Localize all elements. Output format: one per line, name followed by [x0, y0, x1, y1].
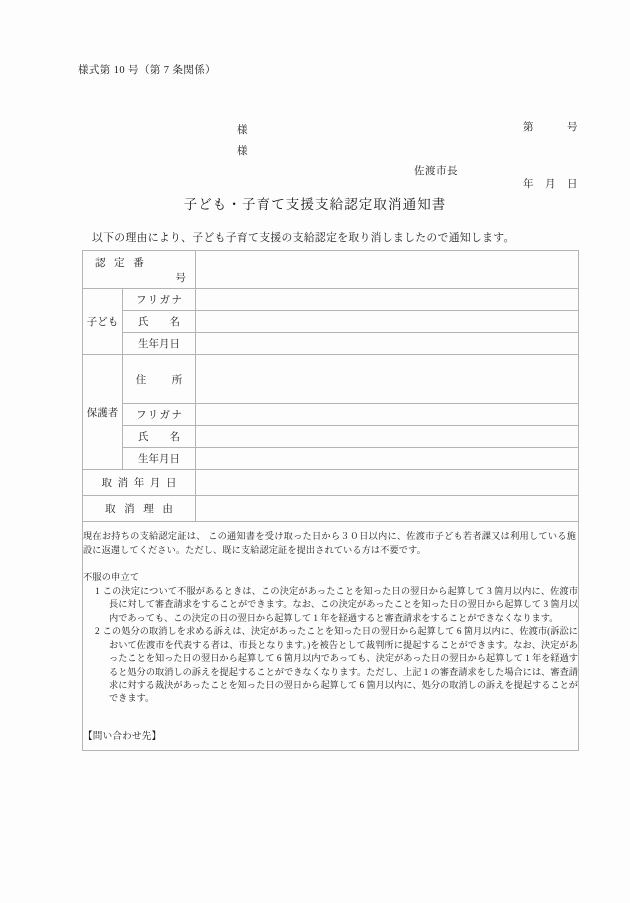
- child-birthdate-label: 生年月日: [123, 333, 196, 355]
- guardian-furigana-label: フリガナ: [123, 404, 196, 426]
- cancel-reason-value[interactable]: [196, 496, 579, 522]
- cert-number-label-line1: 認 定 番: [95, 258, 147, 269]
- guardian-section-label: 保護者: [83, 355, 123, 470]
- addressee-line-1: 様: [237, 125, 248, 136]
- cancel-date-value[interactable]: [196, 470, 579, 496]
- guardian-furigana-value[interactable]: [196, 404, 579, 426]
- table-row-cancel-reason: [83, 496, 579, 522]
- child-section-label: 子ども: [83, 289, 123, 355]
- guardian-name-label: 氏 名: [123, 426, 196, 448]
- child-furigana-label: フリガナ: [123, 289, 196, 311]
- table-row-cert-number: [83, 251, 579, 289]
- cert-number-value[interactable]: [196, 251, 579, 289]
- intro-sentence: 以下の理由により、子ども子育て支援の支給認定を取り消しましたので通知します。: [92, 232, 515, 244]
- guardian-birthdate-value[interactable]: [196, 448, 579, 470]
- guardian-name-value[interactable]: [196, 426, 579, 448]
- appeal-item-number: 1: [95, 586, 100, 597]
- issuer-name: 佐渡市長: [414, 166, 458, 177]
- notification-form-table: [82, 250, 579, 751]
- cancel-date-label: 取 消 年 月 日: [83, 470, 196, 496]
- document-number-line: 第 号: [523, 122, 578, 133]
- appeal-item: [83, 585, 578, 625]
- appeal-heading: 不服の申立て: [83, 572, 140, 583]
- appeal-item-text: この処分の取消しを求める訴えは、決定があったことを知った日の翌日から起算して 6 箇月以内に、佐渡市(訴訟において佐渡市を代表する者は、市長となります。)を被告として裁判所に提起することができます。なお、決定があったことを知った日の翌日から起算して 6 箇月以内であっても、決定があった日の翌日から起算して 1 年を経過すると処分の取消しの訴えを提起することができなくなります。ただし、上記 1 の審査請求をした場合には、審査請求に対する裁決があったことを知った日の翌日から起算して 6 箇月以内に、処分の取消しの訴えを提起することができます。: [102, 626, 578, 704]
- table-row-child-name: [83, 311, 579, 333]
- document-date-line: 年 月 日: [523, 179, 578, 190]
- guardian-birthdate-label: 生年月日: [123, 448, 196, 470]
- appeal-item-text: この決定について不服があるときは、この決定があったことを知った日の翌日から起算して 3 箇月以内に、佐渡市長に対して審査請求をすることができます。なお、この決定があったことを知った日の翌日から起算して 3 箇月以内であっても、この決定の日の翌日から起算して 1 年を経過すると審査請求をすることができなくなります。: [102, 586, 578, 623]
- table-row-guardian-furigana: [83, 404, 579, 426]
- cancel-reason-label: 取 消 理 由: [83, 496, 196, 522]
- appeal-item-number: 2: [95, 626, 100, 637]
- table-row-cancel-date: [83, 470, 579, 496]
- table-row-guardian-birthdate: [83, 448, 579, 470]
- guardian-address-value[interactable]: [196, 355, 579, 404]
- page-title: 子ども・子育て支援支給認定取消通知書: [183, 197, 447, 212]
- addressee-line-2: 様: [237, 146, 248, 157]
- addressee-block: [237, 120, 248, 162]
- child-name-value[interactable]: [196, 311, 579, 333]
- table-row-guardian-address: [83, 355, 579, 404]
- table-row-child-birthdate: [83, 333, 579, 355]
- child-name-label: 氏 名: [123, 311, 196, 333]
- form-number: 様式第 10 号（第 7 条関係）: [78, 65, 217, 76]
- table-row-guardian-name: [83, 426, 579, 448]
- table-row-child-furigana: [83, 289, 579, 311]
- child-birthdate-value[interactable]: [196, 333, 579, 355]
- return-notice-text: 現在お持ちの支給認定証は、 この通知書を受け取った日から３０日以内に、佐渡市子ども若者課又は利用している施設に返還してください。ただし、既に支給認定証を提出されている方は不要です。: [83, 531, 576, 555]
- appeal-items-list: [83, 585, 578, 706]
- cert-number-label: [83, 251, 196, 289]
- notes-cell: [83, 522, 579, 751]
- appeal-item: [83, 625, 578, 705]
- child-furigana-value[interactable]: [196, 289, 579, 311]
- table-row-notes: [83, 522, 579, 751]
- cert-number-label-line2: 号: [175, 273, 186, 284]
- guardian-address-label: 住 所: [123, 355, 196, 404]
- contact-label: 【問い合わせ先】: [83, 730, 162, 742]
